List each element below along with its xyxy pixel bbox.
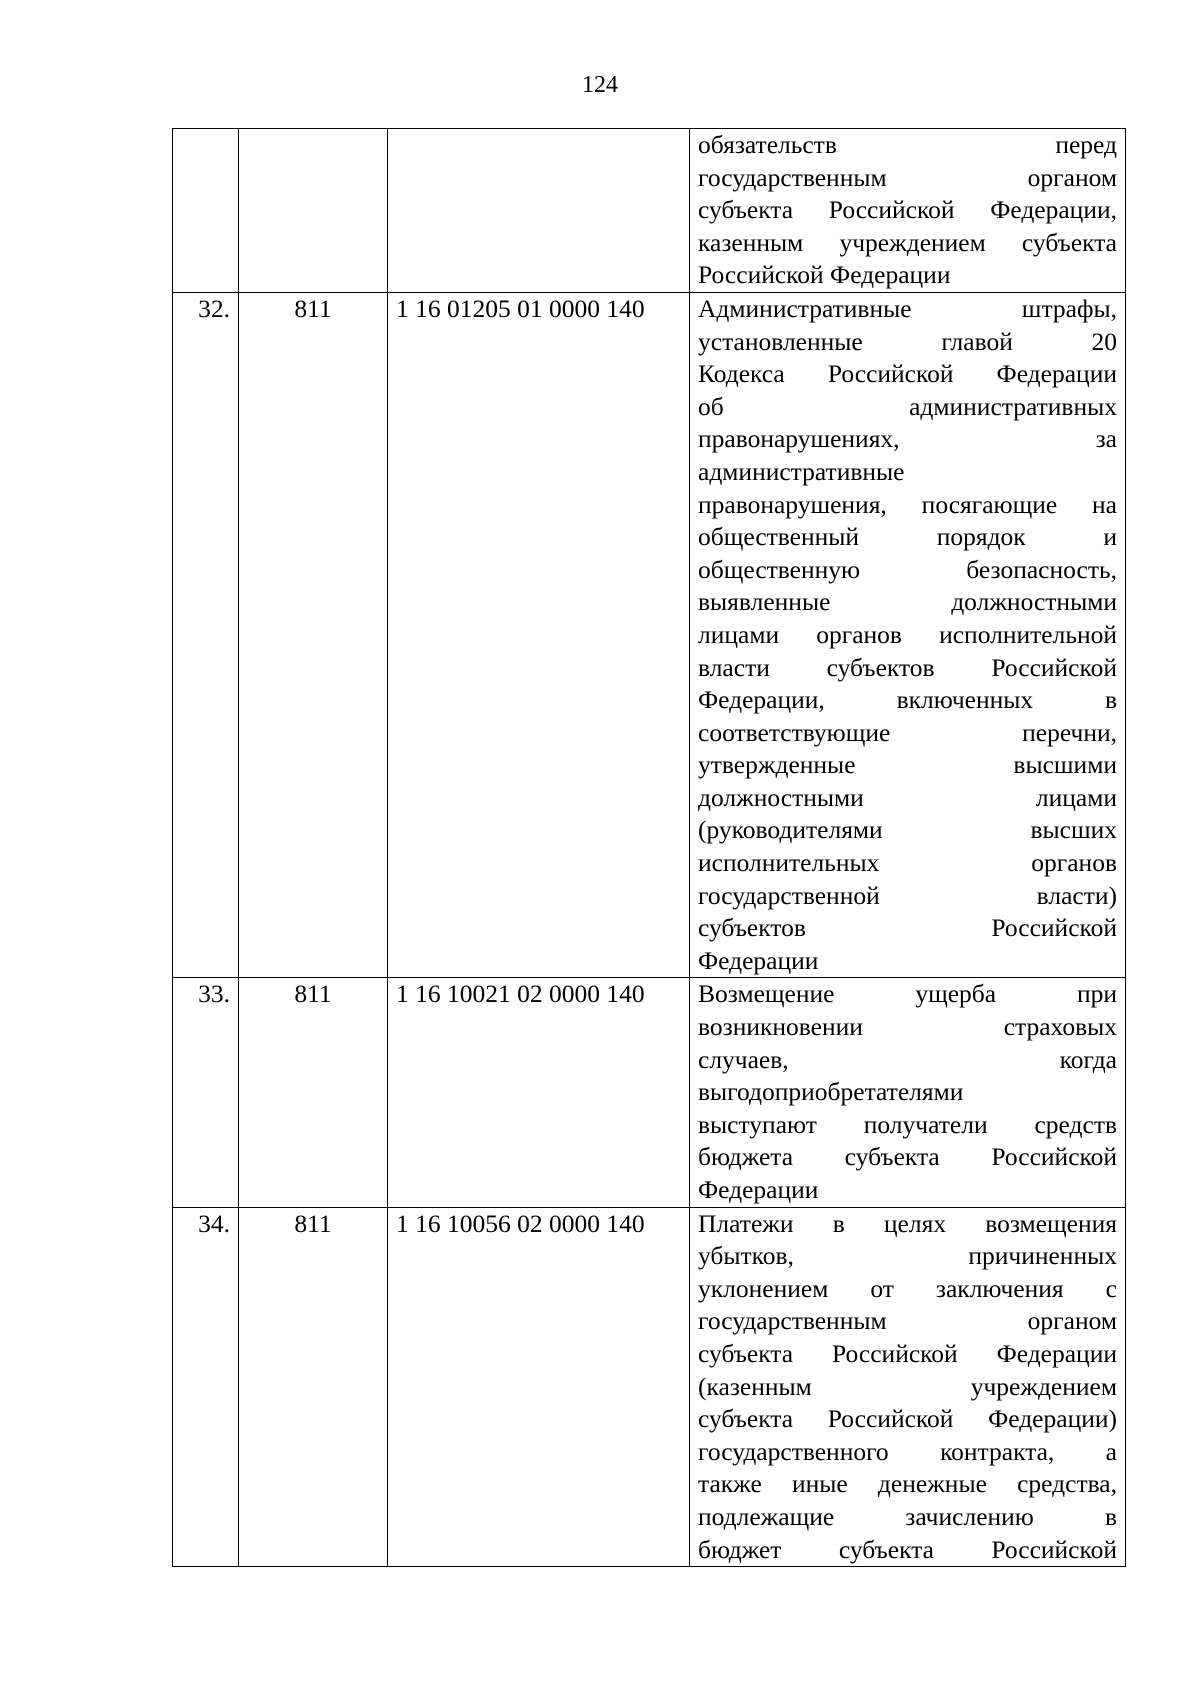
description-line: правонарушениях, за	[698, 424, 1117, 454]
description-line: исполнительных органов	[698, 848, 1117, 878]
table-row	[173, 129, 1126, 293]
description-line: субъекта Российской Федерации	[698, 1338, 1117, 1368]
description-line: государственного контракта, а	[698, 1436, 1117, 1466]
description-line: лицами органов исполнительной	[698, 619, 1117, 649]
admin-code-cell	[239, 129, 388, 293]
description-line: установленные главой 20	[698, 326, 1117, 356]
description-line: Федерации	[698, 1175, 819, 1204]
description-line: государственным органом	[698, 162, 1117, 192]
page-number: 124	[582, 72, 618, 98]
description-line: бюджета субъекта Российской	[698, 1142, 1117, 1172]
description-cell	[690, 292, 1126, 977]
admin-code-cell: 811	[239, 978, 388, 1207]
description-line: (руководителями высших	[698, 815, 1117, 845]
budget-code-cell: 1 16 01205 01 0000 140	[388, 292, 690, 977]
description-line: Платежи в целях возмещения	[698, 1208, 1117, 1238]
budget-code-cell	[388, 129, 690, 293]
description-line: Кодекса Российской Федерации	[698, 359, 1117, 389]
description-line: государственным органом	[698, 1306, 1117, 1336]
description-line: Административные штрафы,	[698, 293, 1117, 323]
description-line: возникновении страховых	[698, 1012, 1117, 1042]
description-line: общественный порядок и	[698, 522, 1117, 552]
description-line: выгодоприобретателями	[698, 1077, 964, 1107]
description-line: правонарушения, посягающие на	[698, 489, 1117, 519]
table-row	[173, 292, 1126, 977]
row-number-cell: 34.	[173, 1207, 239, 1567]
description-line: государственной власти)	[698, 880, 1117, 910]
table-row	[173, 1207, 1126, 1567]
row-number-cell: 32.	[173, 292, 239, 977]
description-cell	[690, 129, 1126, 293]
description-line: соответствующие перечни,	[698, 717, 1117, 747]
description-line: уклонением от заключения с	[698, 1273, 1117, 1303]
description-line: субъекта Российской Федерации)	[698, 1404, 1117, 1434]
description-line: также иные денежные средства,	[698, 1469, 1117, 1499]
table-row	[173, 978, 1126, 1207]
description-line: выявленные должностными	[698, 587, 1117, 617]
budget-classification-table	[172, 128, 1126, 1567]
table-body	[173, 129, 1126, 1567]
description-line: подлежащие зачислению в	[698, 1501, 1117, 1531]
description-line: Возмещение ущерба при	[698, 979, 1117, 1009]
description-line: власти субъектов Российской	[698, 652, 1117, 682]
row-number-cell	[173, 129, 239, 293]
description-cell	[690, 978, 1126, 1207]
description-line: казенным учреждением субъекта	[698, 227, 1117, 257]
description-line: бюджет субъекта Российской	[698, 1534, 1117, 1564]
description-line: должностными лицами	[698, 782, 1117, 812]
description-line: административные	[698, 456, 905, 486]
description-line: субъектов Российской	[698, 913, 1117, 943]
description-line: (казенным учреждением	[698, 1371, 1117, 1401]
admin-code-cell: 811	[239, 292, 388, 977]
description-line: убытков, причиненных	[698, 1241, 1117, 1271]
admin-code-cell: 811	[239, 1207, 388, 1567]
description-line: общественную безопасность,	[698, 554, 1117, 584]
description-line: обязательств перед	[698, 130, 1117, 159]
description-line: Федерации	[698, 945, 819, 975]
description-line: утвержденные высшими	[698, 750, 1117, 780]
description-line: Федерации, включенных в	[698, 685, 1117, 715]
description-line: случаев, когда	[698, 1044, 1117, 1074]
description-line: выступают получатели средств	[698, 1109, 1117, 1139]
description-line: субъекта Российской Федерации,	[698, 195, 1117, 225]
budget-code-cell: 1 16 10056 02 0000 140	[388, 1207, 690, 1567]
budget-code-cell: 1 16 10021 02 0000 140	[388, 978, 690, 1207]
row-number-cell: 33.	[173, 978, 239, 1207]
description-line: Российской Федерации	[698, 260, 951, 290]
description-line: об административных	[698, 391, 1117, 421]
description-cell	[690, 1207, 1126, 1567]
